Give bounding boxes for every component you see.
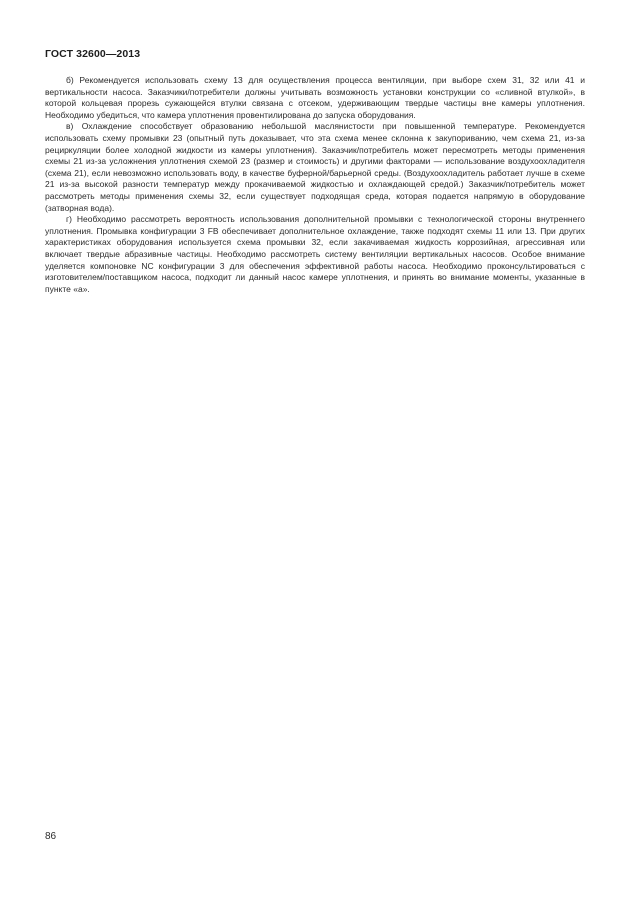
paragraph-v: в) Охлаждение способствует образованию небольшой маслянистости при повышенной температуре. Рекомендуется использовать схему промывки 23 (опытный путь доказывает, что эта схема менее склонна к закупориванию, чем схема 21, из-за рециркуляции более холодной жидкости из камеры уплотнения). Заказчик/потребитель может пересмотреть методы применения схемы 21 из-за усложнения уплотнения схемой 23 (размер и стоимость) и другими факторами — использование воздухоохладителя (схема 21), если невозможно использовать воду, в качестве буферной/барьерной среды. (Воздухоохладитель работает лучше в схеме 21 из-за высокой разности температур между прокачиваемой жидкостью и охлаждающей средой.) Заказчик/потребитель может рассмотреть методы применения схемы 32, если существует подходящая среда, которая подается напрямую в оборудование (затворная вода). (45, 121, 585, 213)
document-header: ГОСТ 32600—2013 (45, 48, 141, 60)
paragraph-g: г) Необходимо рассмотреть вероятность использования дополнительной промывки с технологической стороны внутреннего уплотнения. Промывка конфигурации 3 FB обеспечивает дополнительное охлаждение, также подходят схемы 11 или 13. При других характеристиках оборудования используется схема промывки 32, если закачиваемая жидкость коррозийная, агрессивная или включает твердые абразивные частицы. Необходимо рассмотреть систему вентиляции вертикальных насосов. Особое внимание уделяется компоновке NC конфигурации 3 для обеспечения эффективной работы насоса. Необходимо проконсультироваться с изготовителем/поставщиком насоса, подходит ли данный насос камере уплотнения, и принять во внимание моменты, указанные в пункте «а». (45, 214, 585, 294)
paragraph-b: б) Рекомендуется использовать схему 13 для осуществления процесса вентиляции, при выборе схем 31, 32 или 41 и вертикальности насоса. Заказчики/потребители должны учитывать возможность установки конструкции со «сливной втулкой», в которой кольцевая прорезь сужающейся втулки связана с отсеком, удерживающим твердые частицы вне камеры уплотнения. Необходимо убедиться, что камера уплотнения провентилирована до запуска оборудования. (45, 75, 585, 120)
body-text (45, 75, 585, 295)
page-number: 86 (45, 831, 57, 842)
